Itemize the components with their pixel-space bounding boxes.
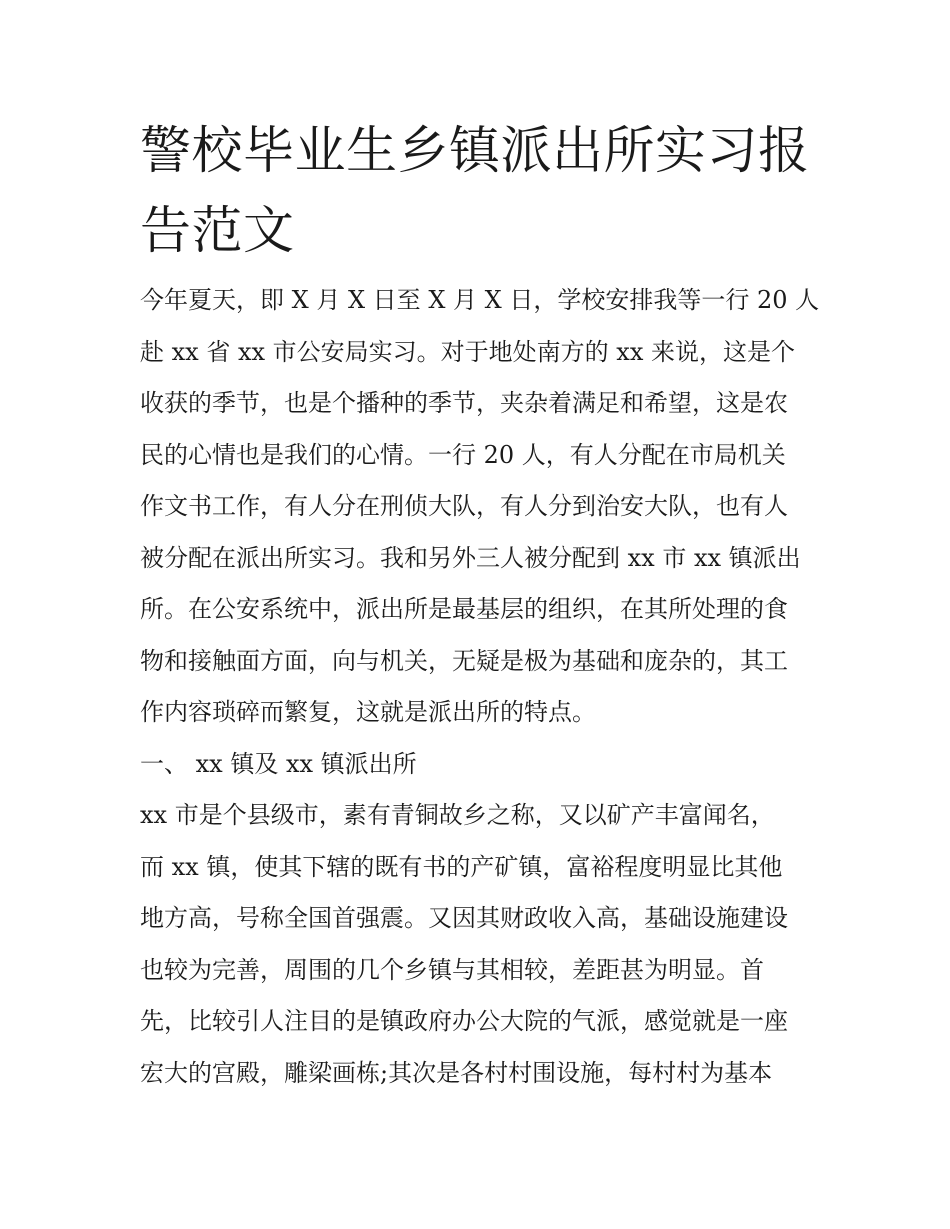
body-line: 作内容琐碎而繁复，这就是派出所的特点。 [140, 698, 596, 726]
body-line: 所。在公安系统中，派出所是最基层的组织，在其所处理的食 [140, 595, 788, 623]
body-line: 收获的季节，也是个播种的季节，夹杂着满足和希望，这是农 [140, 389, 788, 417]
body-line: 今年夏天，即 X 月 X 日至 X 月 X 日，学校安排我等一行 20 人 [140, 286, 820, 314]
title-line: 警校毕业生乡镇派出所实习报 [140, 122, 810, 181]
section-heading: 一、 xx 镇及 xx 镇派出所 [140, 749, 417, 778]
body-line: xx 市是个县级市，素有青铜故乡之称，又以矿产丰富闻名， [140, 801, 775, 829]
body-line: 宏大的宫殿，雕梁画栋;其次是各村村围设施，每村村为基本 [140, 1058, 773, 1087]
body-line: 物和接触面方面，向与机关，无疑是极为基础和庞杂的，其工 [140, 646, 788, 675]
body-line: 地方高，号称全国首强震。又因其财政收入高，基础设施建设 [140, 904, 788, 932]
body-line: 民的心情也是我们的心情。一行 20 人，有人分配在市局机关 [140, 440, 786, 469]
document-body [140, 275, 820, 1099]
title-line: 告范文 [140, 202, 295, 261]
document-title [140, 112, 810, 272]
body-line: 作文书工作，有人分在刑侦大队，有人分到治安大队，也有人 [140, 492, 788, 520]
body-line: 也较为完善，周围的几个乡镇与其相较，差距甚为明显。首 [140, 955, 764, 984]
body-line: 而 xx 镇，使其下辖的既有书的产矿镇，富裕程度明显比其他 [140, 852, 783, 881]
body-line: 赴 xx 省 xx 市公安局实习。对于地处南方的 xx 来说，这是个 [140, 337, 795, 366]
body-line: 先，比较引人注目的是镇政府办公大院的气派，感觉就是一座 [140, 1007, 788, 1035]
body-line: 被分配在派出所实习。我和另外三人被分配到 xx 市 xx 镇派出 [140, 543, 801, 572]
